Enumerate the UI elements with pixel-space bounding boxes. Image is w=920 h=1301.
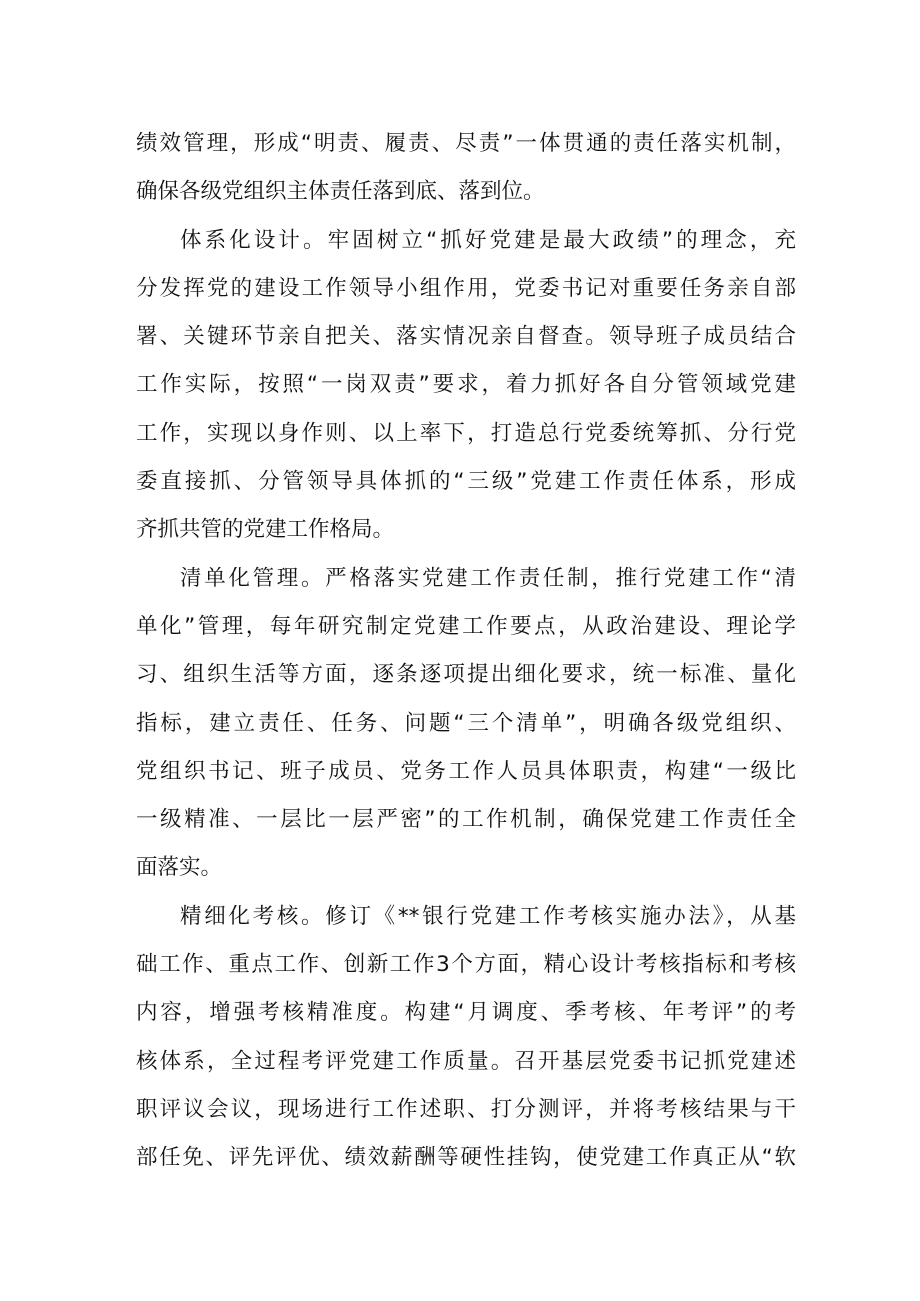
text-line: 绩效管理，形成“明责、履责、尽责”一体贯通的责任落实机制， — [136, 131, 796, 156]
text-line: 齐抓共管的党建工作格局。 — [136, 517, 395, 543]
text-line: 职评议会议，现场进行工作述职、打分测评，并将考核结果与干 — [136, 1096, 796, 1122]
paragraph-heading-line: 精细化考核。修订《**银行党建工作考核实施办法》，从基 — [180, 903, 796, 929]
text-line: 确保各级党组织主体责任落到底、落到位。 — [136, 179, 545, 205]
text-line: 部任免、评先评优、绩效薪酬等硬性挂钩，使党建工作真正从“软 — [136, 1145, 796, 1171]
text-line: 习、组织生活等方面，逐条逐项提出细化要求，统一标准、量化 — [136, 662, 796, 688]
text-line: 内容，增强考核精准度。构建“月调度、季考核、年考评”的考 — [136, 1000, 796, 1026]
text-line: 单化”管理，每年研究制定党建工作要点，从政治建设、理论学 — [136, 613, 796, 639]
text-line: 委直接抓、分管领导具体抓的“三级”党建工作责任体系，形成 — [136, 469, 796, 495]
text-line: 党组织书记、班子成员、党务工作人员具体职责，构建“一级比 — [136, 758, 796, 784]
paragraph-heading-line: 体系化设计。牢固树立“抓好党建是最大政绩”的理念，充 — [180, 227, 796, 253]
text-line: 核体系，全过程考评党建工作质量。召开基层党委书记抓党建述 — [136, 1048, 796, 1074]
text-line: 分发挥党的建设工作领导小组作用，党委书记对重要任务亲自部 — [136, 275, 796, 301]
text-line: 一级精准、一层比一层严密”的工作机制，确保党建工作责任全 — [136, 807, 796, 833]
paragraph-heading-line: 清单化管理。严格落实党建工作责任制，推行党建工作“清 — [180, 565, 796, 591]
body-text — [136, 120, 796, 1183]
text-line: 工作实际，按照“一岗双责”要求，着力抓好各自分管领域党建 — [136, 372, 796, 398]
text-line: 署、关键环节亲自把关、落实情况亲自督查。领导班子成员结合 — [136, 324, 796, 350]
text-line: 工作，实现以身作则、以上率下，打造总行党委统筹抓、分行党 — [136, 420, 796, 446]
text-line: 面落实。 — [136, 855, 223, 881]
text-line: 础工作、重点工作、创新工作3个方面，精心设计考核指标和考核 — [136, 952, 796, 978]
text-line: 指标，建立责任、任务、问题“三个清单”，明确各级党组织、 — [136, 710, 796, 736]
